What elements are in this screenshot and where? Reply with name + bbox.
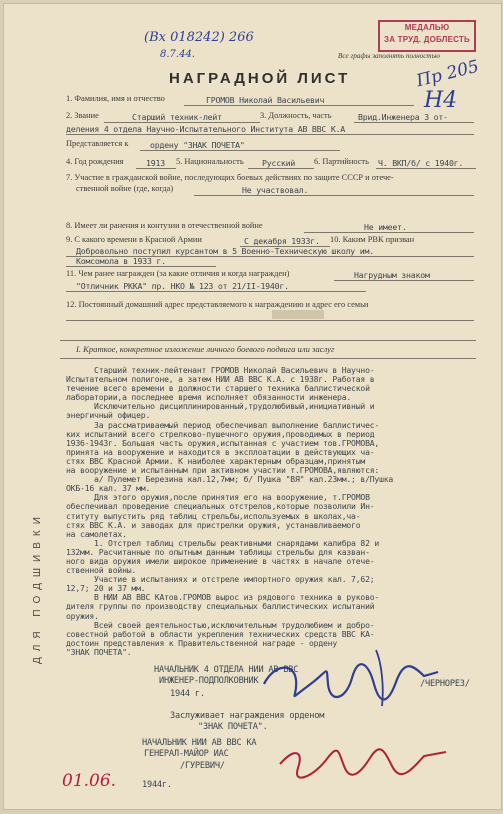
sign-name-1: /ЧЕРНОРЕЗ/ — [420, 679, 470, 689]
presented-label: Представляется к — [66, 139, 129, 148]
body-line: Испытательном полигоне, а затем НИИ АВ ВВС К.А. с 1938г. Работая в — [66, 374, 375, 385]
body-line: на вооружение и испытанным при активном участии т.ГРОМОВА,являются: — [66, 465, 380, 476]
field-7-value: Не участвовал. — [242, 185, 309, 195]
field-4-label: 4. Год рождения — [66, 157, 124, 166]
section-heading: I. Краткое, конкретное изложение личного боевого подвига или заслуг — [76, 344, 335, 354]
field-10-value-a: Добровольно поступил курсантом в 5 Военно-Техническую школу им. — [76, 246, 374, 256]
field-8-value: Не имеет. — [364, 222, 407, 232]
sign-title-1: НАЧАЛЬНИК 4 ОТДЕЛА НИИ АВ ВВС — [154, 665, 299, 675]
body-line: За рассматриваемый период обеспечивал выполнение баллистичес- — [66, 419, 380, 430]
field-5-value: Русский — [262, 158, 296, 168]
smudge — [272, 310, 324, 319]
field-6-value: Ч. ВКП/б/ с 1940г. — [378, 158, 464, 168]
archive-date: 8.7.44. — [160, 49, 195, 60]
body-line: совестной работой в области укрепления технических средств ВВС КА- — [66, 628, 375, 639]
body-line: ституту выпустить ряд таблиц стрельбы,используемых в школах,ча- — [66, 510, 361, 521]
field-3-continuation: деления 4 отдела Научно-Испытательного Института АВ ВВС К.А — [66, 124, 346, 134]
field-12-label: 12. Постоянный домашний адрес представляемого к награждению и адрес его семьи — [66, 300, 369, 309]
field-6-label: 6. Партийность — [314, 157, 369, 166]
body-line: Старший техник-лейтенант ГРОМОВ Николай Васильевич в Научно- — [66, 365, 375, 375]
field-11-value-a: Нагрудным знаком — [354, 270, 430, 280]
body-line: ких испытаний всего стрелково-пушечного оружия,проводимых в период — [66, 428, 375, 439]
field-2-value: Старший техник-лейт — [132, 112, 222, 122]
body-line: Для этого оружия,после принятия его на вооружение, т.ГРОМОВ — [66, 492, 370, 503]
field-9-label: 9. С какого времени в Красной Армии — [66, 235, 202, 244]
body-line: ного вида оружия имели широкое применение в частях в начале отече- — [66, 555, 375, 566]
field-1-label: 1. Фамилия, имя и отчество — [66, 94, 165, 103]
body-line: Участие в испытаниях и отстреле импортного оружия кал. 7,62; — [66, 574, 375, 585]
body-line: стях ВВС К.А. и заводах для пристрелки оружия, устанавливаемого — [66, 519, 361, 530]
stamp-line-1: МЕДАЛЬЮ — [404, 23, 450, 32]
archive-number: (Вх 018242) 266 — [144, 30, 254, 45]
field-5-label: 5. Национальность — [176, 157, 244, 166]
medal-stamp — [378, 20, 476, 52]
field-9-value: С декабря 1933г. — [244, 236, 320, 246]
body-line: дителя группы по производству специальных баллистических испытаний — [66, 601, 375, 612]
body-line: В НИИ АВ ВВС КАтов.ГРОМОВ вырос из рядового техника в руково- — [66, 592, 380, 603]
body-line: Всей своей деятельностью,исключительным трудолюбием и добро- — [66, 619, 375, 630]
conclusion-line-2: "ЗНАК ПОЧЕТА". — [198, 722, 268, 732]
final-title-2: ГЕНЕРАЛ-МАЙОР ИАС — [144, 749, 229, 759]
stamp-line-2: ЗА ТРУД. ДОБЛЕСТЬ — [384, 35, 470, 44]
body-line: 12,7; 20 и 37 мм. — [66, 583, 146, 594]
body-line: стях ВВС Красной Армии. К наиболее характерным образцам,принятым — [66, 455, 366, 466]
body-line: 132мм. Расчитанные по опытным данным таблицы стрельбы для казван- — [66, 546, 370, 557]
body-line: 1936-1943г. Большая часть оружия,испытанная с участием тов.ГРОМОВА, — [66, 437, 380, 448]
body-line: принята на вооружение и находится в эксплоатации в действующих ча- — [66, 446, 375, 457]
field-7-label-b: ственной войне (где, когда) — [76, 184, 174, 193]
handwritten-mark: Пр 205 — [414, 56, 481, 92]
field-4-value: 1913 — [146, 158, 165, 168]
body-line: ственной войны. — [66, 565, 137, 576]
field-2-label: 2. Звание — [66, 111, 99, 120]
sign-date-1: 1944 г. — [170, 689, 205, 699]
body-line: оружия. — [66, 610, 99, 621]
presented-value: ордену "ЗНАК ПОЧЕТА" — [150, 140, 245, 150]
final-date-handwritten: 01.06. — [62, 771, 117, 791]
field-10-value-b: Комсомола в 1933 г. — [76, 256, 166, 266]
merit-description — [66, 366, 478, 657]
document-title: НАГРАДНОЙ ЛИСТ — [169, 70, 351, 87]
field-1-value: ГРОМОВ Николай Васильевич — [206, 95, 325, 105]
field-11-label: 11. Чем ранее награжден (за какие отличия и когда награжден) — [66, 269, 290, 278]
body-line: течение всего времени в должности старшего техника баллистической — [66, 383, 370, 394]
final-date-year: 1944г. — [142, 780, 172, 790]
award-sheet — [3, 3, 502, 810]
body-line: 1. Отстрел таблиц стрельбы реактивными снарядами калибра 82 и — [66, 537, 380, 548]
body-line: ОКБ-16 кал. 37 мм. — [66, 483, 151, 494]
body-line: "ЗНАК ПОЧЕТА". — [66, 646, 132, 657]
signature-gurevich — [274, 742, 454, 782]
body-line: на самолетах. — [66, 528, 127, 539]
conclusion-line-1: Заслуживает награждения орденом — [170, 711, 325, 721]
field-10-label: 10. Каким РВК призван — [330, 235, 415, 244]
sign-title-2: ИНЖЕНЕР-ПОДПОЛКОВНИК — [159, 676, 259, 686]
body-line: Исключительно дисциплинированный,трудолюбивый,инициативный и — [66, 401, 375, 412]
final-title-1: НАЧАЛЬНИК НИИ АВ ВВС КА — [142, 738, 257, 748]
body-line: обеспечивал проведение специальных отстрелов,которые позволили Ин- — [66, 501, 375, 512]
handwritten-number: Н4 — [424, 88, 458, 113]
signature-chernorez — [256, 644, 446, 714]
body-line: а/ Пулемет Березина кал.12,7мм; б/ Пушка "ВЯ" кал.23мм.; в/Пушка — [66, 474, 394, 485]
field-3-label: 3. Должность, часть — [260, 111, 332, 120]
field-8-label: 8. Имеет ли ранения и контузии в отечественной войне — [66, 221, 263, 230]
final-name: /ГУРЕВИЧ/ — [180, 761, 225, 771]
body-line: энергичный офицер. — [66, 410, 151, 421]
body-line: достоин представления к Правительственной награде - ордену — [66, 637, 338, 648]
field-11-value-b: "Отличник РККА" пр. НКО № 123 от 21/II-1940г. — [76, 281, 289, 291]
field-3-value: Врид.Инженера 3 от- — [358, 112, 448, 122]
body-line: лаборатории,а последнее время исполняет обязанности инженера. — [66, 392, 352, 403]
field-7-label-a: 7. Участие в гражданской войне, последующих боевых действиях по защите СССР и отече- — [66, 173, 394, 182]
fill-notice: Все графы заполнять полностью — [338, 52, 440, 60]
binding-label: ДЛЯ ПОДШИВКИ — [32, 511, 43, 664]
